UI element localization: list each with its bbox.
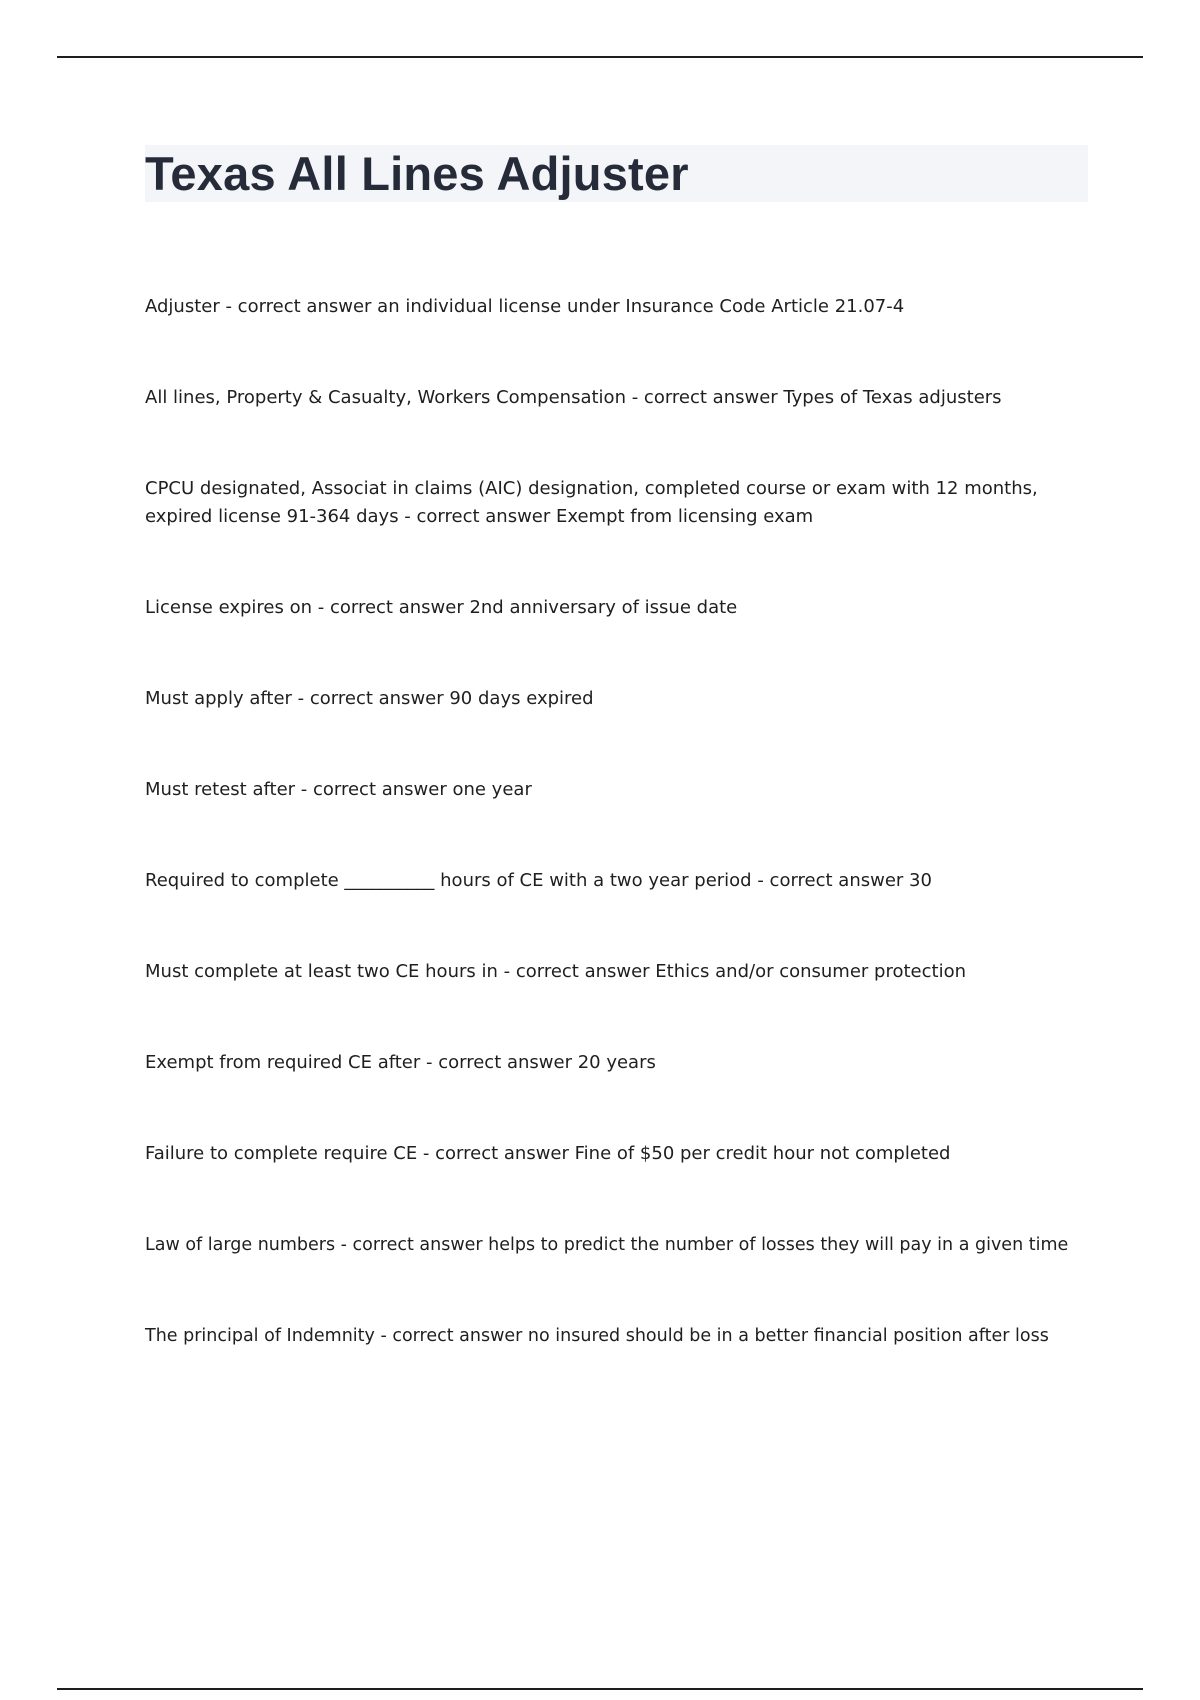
qa-item: The principal of Indemnity - correct answer no insured should be in a better financial position after loss bbox=[145, 1326, 1049, 1346]
qa-item: Must complete at least two CE hours in - correct answer Ethics and/or consumer protection bbox=[145, 961, 966, 982]
qa-item: Failure to complete require CE - correct answer Fine of $50 per credit hour not completed bbox=[145, 1143, 951, 1164]
qa-item: Required to complete __________ hours of CE with a two year period - correct answer 30 bbox=[145, 870, 932, 891]
qa-item: All lines, Property & Casualty, Workers Compensation - correct answer Types of Texas adjusters bbox=[145, 387, 1002, 408]
footer-rule bbox=[57, 1688, 1143, 1690]
qa-item: License expires on - correct answer 2nd anniversary of issue date bbox=[145, 597, 738, 618]
header-rule bbox=[57, 56, 1143, 58]
qa-item: Must retest after - correct answer one year bbox=[145, 779, 532, 800]
qa-item: Adjuster - correct answer an individual license under Insurance Code Article 21.07-4 bbox=[145, 296, 905, 317]
qa-item: CPCU designated, Associat in claims (AIC) designation, completed course or exam with 12 months, expired license 91-364 days - correct answer Exempt from licensing exam bbox=[145, 478, 1038, 527]
page-title: Texas All Lines Adjuster bbox=[145, 147, 689, 200]
qa-item: Exempt from required CE after - correct answer 20 years bbox=[145, 1052, 656, 1073]
qa-item: Law of large numbers - correct answer helps to predict the number of losses they will pay in a given time bbox=[145, 1235, 1069, 1255]
qa-item: Must apply after - correct answer 90 days expired bbox=[145, 688, 594, 709]
